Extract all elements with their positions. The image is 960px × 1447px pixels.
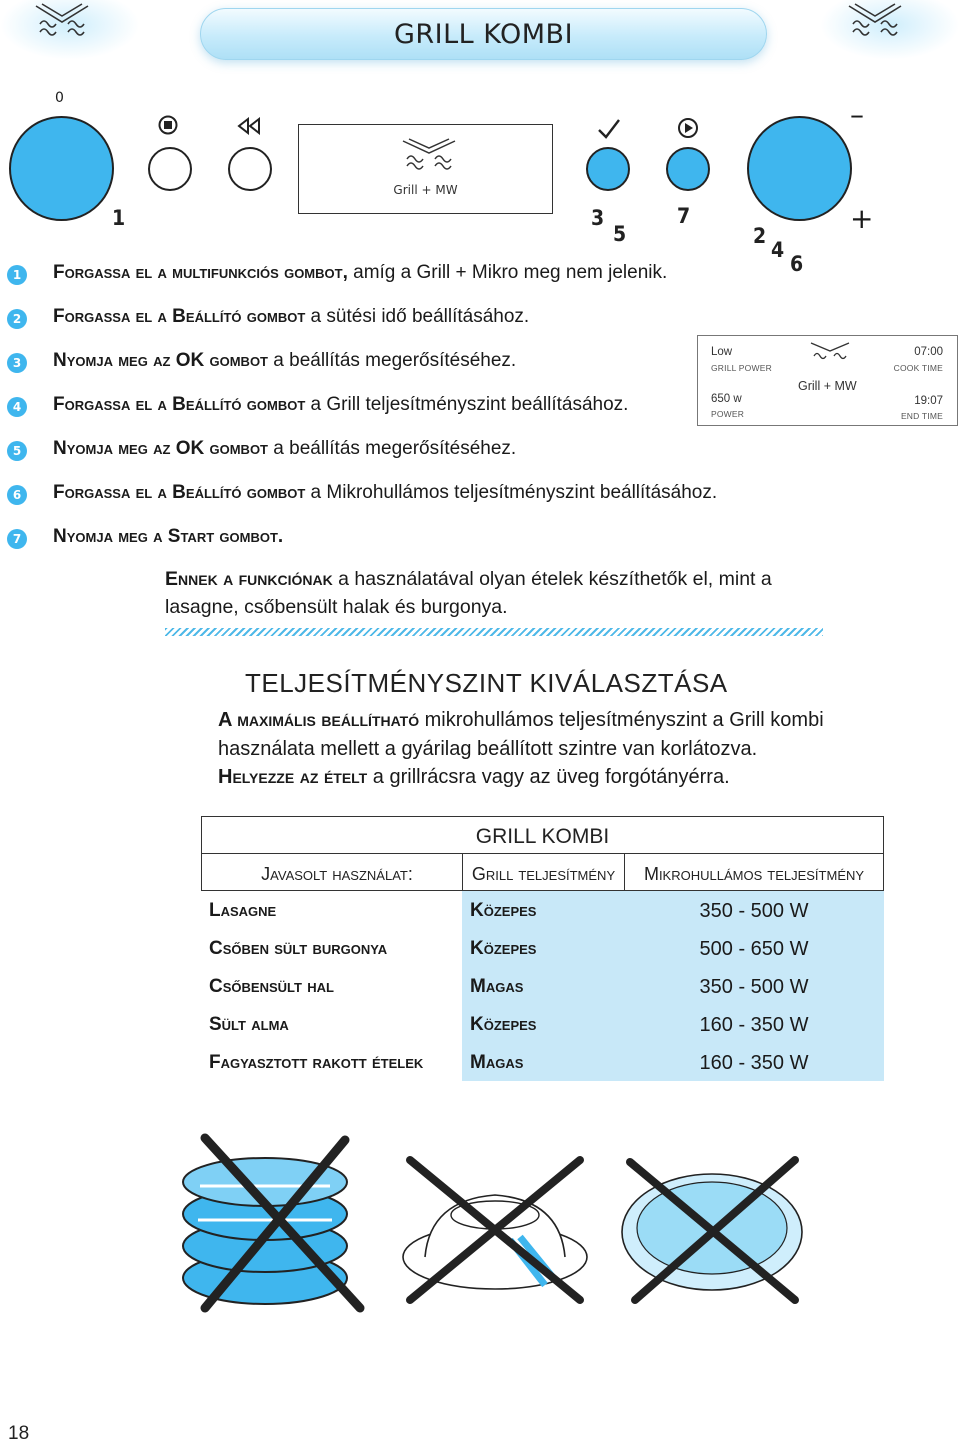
step-text-5 bbox=[53, 438, 516, 460]
table-cell-grill: Magas bbox=[462, 967, 625, 1005]
step-number-1: 1 bbox=[7, 265, 27, 285]
table-row bbox=[201, 929, 884, 967]
step-action: Nyomja meg az OK gombot bbox=[53, 438, 269, 459]
step-number-5: 5 bbox=[7, 441, 27, 461]
step-text-6 bbox=[53, 482, 717, 504]
table-cell-usage: Sült alma bbox=[209, 1014, 289, 1035]
step-number-3: 3 bbox=[7, 353, 27, 373]
table-cell-usage: Fagyasztott rakott ételek bbox=[209, 1052, 424, 1073]
table-cell-grill: Közepes bbox=[462, 929, 625, 967]
table-header-microwave: Mikrohullámos teljesítmény bbox=[624, 853, 884, 891]
lcd-power-value: 650 w bbox=[711, 393, 742, 405]
lcd-power: POWER bbox=[711, 409, 745, 419]
table-cell-grill: Magas bbox=[462, 1043, 625, 1081]
page-number: 18 bbox=[8, 1423, 30, 1444]
step-text-2 bbox=[53, 306, 529, 328]
table-row bbox=[201, 1005, 884, 1043]
multifunction-knob[interactable] bbox=[9, 116, 114, 221]
table-cell-microwave: 350 - 500 W bbox=[624, 967, 884, 1005]
step-action: Nyomja meg az OK gombot bbox=[53, 350, 269, 371]
page-title-banner bbox=[200, 8, 767, 60]
decorative-divider bbox=[165, 628, 823, 636]
step-text-3 bbox=[53, 350, 516, 372]
lcd-low: Low bbox=[711, 346, 733, 358]
step-detail: a sütési idő beállításához. bbox=[305, 306, 530, 327]
table-title: GRILL KOMBI bbox=[201, 816, 884, 854]
page-title: GRILL KOMBI bbox=[393, 18, 574, 50]
step-text-1 bbox=[53, 262, 667, 284]
para2-lead: Helyezze az ételt bbox=[218, 766, 368, 788]
metal-cover-crossed-icon bbox=[395, 1145, 595, 1310]
table-cell-usage: Csőbensült hal bbox=[209, 976, 334, 997]
start-button[interactable] bbox=[666, 147, 710, 191]
play-icon bbox=[677, 117, 699, 139]
plastic-container-crossed-icon bbox=[170, 1128, 380, 1313]
step-detail: a Mikrohullámos teljesítményszint beállításához. bbox=[305, 482, 718, 503]
plus-label: + bbox=[850, 202, 874, 235]
ok-button[interactable] bbox=[586, 147, 630, 191]
step-text-4 bbox=[53, 394, 628, 416]
para1-text: mikrohullámos teljesítményszint a Grill kombi használata mellett a gyárilag beállított szintre van korlátozva. bbox=[218, 709, 824, 760]
step-detail: a Grill teljesítményszint beállításához. bbox=[305, 394, 629, 415]
step-action: Forgassa el a Beállító gombot bbox=[53, 394, 306, 415]
step-number-6: 6 bbox=[7, 485, 27, 505]
adjust-knob[interactable] bbox=[747, 116, 852, 221]
step-detail: a beállítás megerősítéséhez. bbox=[268, 350, 517, 371]
table-header-usage: Javasolt használat: bbox=[201, 853, 463, 891]
oven-display bbox=[298, 124, 553, 214]
step-action: Forgassa el a multifunkciós gombot, bbox=[53, 262, 348, 283]
table-cell-microwave: 160 - 350 W bbox=[624, 1043, 884, 1081]
section-title: TELJESÍTMÉNYSZINT KIVÁLASZTÁSA bbox=[245, 668, 728, 698]
callout-5: 5 bbox=[613, 222, 627, 246]
table-cell-usage: Lasagne bbox=[209, 900, 277, 921]
table-cell-grill: Közepes bbox=[462, 1005, 625, 1043]
step-detail: amíg a Grill + Mikro meg nem jelenik. bbox=[347, 262, 668, 283]
display-mode-label: Grill + MW bbox=[393, 183, 458, 197]
step-detail: a beállítás megerősítéséhez. bbox=[268, 438, 517, 459]
table-cell-microwave: 350 - 500 W bbox=[624, 891, 884, 929]
lcd-end-time-value: 19:07 bbox=[914, 395, 943, 407]
callout-1: 1 bbox=[112, 206, 126, 230]
lcd-grill-icon bbox=[808, 340, 852, 362]
checkmark-icon bbox=[597, 118, 621, 140]
table-row bbox=[201, 1043, 884, 1081]
step-action: Nyomja meg a Start gombot. bbox=[53, 526, 284, 547]
table-row bbox=[201, 967, 884, 1005]
note-lead: Ennek a funkciónak bbox=[165, 568, 333, 590]
table-cell-microwave: 500 - 650 W bbox=[624, 929, 884, 967]
stop-icon bbox=[158, 115, 178, 135]
back-icon bbox=[236, 117, 262, 135]
lcd-cook-time: COOK TIME bbox=[893, 363, 943, 373]
lcd-mode: Grill + MW bbox=[798, 379, 857, 393]
section-paragraph bbox=[218, 706, 878, 792]
lcd-screen bbox=[697, 335, 958, 426]
lcd-cook-time-value: 07:00 bbox=[914, 346, 943, 358]
callout-3: 3 bbox=[591, 206, 605, 230]
minus-label: – bbox=[850, 98, 864, 131]
callout-4: 4 bbox=[771, 238, 785, 262]
lcd-end-time: END TIME bbox=[900, 411, 943, 421]
note-text: a használatával olyan ételek készíthetők el, mint a lasagne, csőbensült halak és burgonya. bbox=[165, 568, 772, 618]
table-cell-grill: Közepes bbox=[462, 891, 625, 929]
table-header-grill: Grill teljesítmény bbox=[462, 853, 625, 891]
grill-icon bbox=[399, 137, 459, 171]
step-number-4: 4 bbox=[7, 397, 27, 417]
grill-icon-right bbox=[845, 2, 905, 38]
step-number-2: 2 bbox=[7, 309, 27, 329]
table-cell-usage: Csőben sült burgonya bbox=[209, 938, 388, 959]
grill-icon-left bbox=[32, 2, 92, 38]
back-button[interactable] bbox=[228, 147, 272, 191]
stop-button[interactable] bbox=[148, 147, 192, 191]
knob-zero-label: 0 bbox=[55, 90, 64, 106]
step-action: Forgassa el a Beállító gombot bbox=[53, 306, 306, 327]
table-cell-microwave: 160 - 350 W bbox=[624, 1005, 884, 1043]
callout-6: 6 bbox=[790, 252, 804, 276]
step-number-7: 7 bbox=[7, 529, 27, 549]
glass-plate-crossed-icon bbox=[615, 1150, 810, 1310]
step-action: Forgassa el a Beállító gombot bbox=[53, 482, 306, 503]
table-row bbox=[201, 891, 884, 929]
lcd-grill-power: GRILL POWER bbox=[711, 363, 772, 373]
para2-text: a grillrácsra vagy az üveg forgótányérra. bbox=[367, 766, 730, 788]
para1-lead: A maximális beállítható bbox=[218, 709, 420, 731]
function-note bbox=[165, 565, 845, 621]
callout-7: 7 bbox=[677, 204, 691, 228]
callout-2: 2 bbox=[753, 224, 767, 248]
step-text-7 bbox=[53, 526, 283, 548]
